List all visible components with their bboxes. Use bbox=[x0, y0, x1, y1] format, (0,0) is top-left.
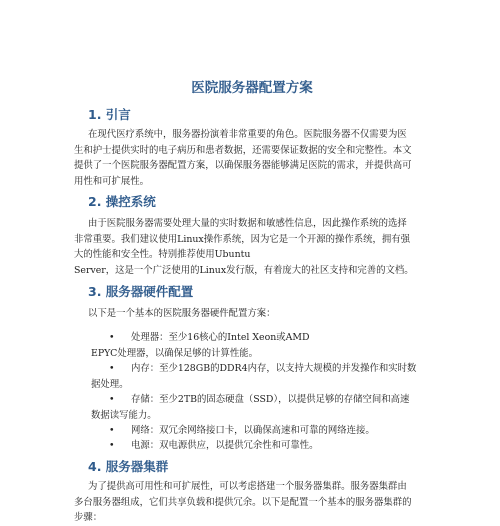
paragraph-line: 生和护士提供实时的电子病历和患者数据，还需要保证数据的安全和完整性。本文 bbox=[74, 144, 412, 156]
paragraph-line: 大的性能和安全性。特别推荐使用Ubuntu bbox=[74, 249, 251, 260]
section-heading-operating-system: 2. 操控系统 bbox=[88, 194, 156, 209]
bullet-line: 电源：双电源供应，以提供冗余性和可靠性。 bbox=[131, 440, 319, 451]
bullet-line: 内存：至少128GB的DDR4内存，以支持大规模的并发操作和实时数 bbox=[131, 363, 417, 374]
bullet-line: 据处理。 bbox=[91, 378, 129, 390]
bullet-item-memory bbox=[74, 361, 430, 392]
section-paragraph-introduction bbox=[74, 127, 430, 189]
paragraph-line: 用性和可扩展性。 bbox=[74, 175, 150, 187]
paragraph-line: 以下是一个基本的医院服务器硬件配置方案： bbox=[88, 308, 276, 319]
paragraph-line: 在现代医疗系统中，服务器扮演着非常重要的角色。医院服务器不仅需要为医 bbox=[88, 129, 407, 140]
section-intro-hardware bbox=[74, 306, 430, 322]
bullet-item-processor bbox=[74, 330, 430, 361]
paragraph-line: Server，这是一个广泛使用的Linux发行版，有着庞大的社区支持和完善的文档。 bbox=[74, 264, 414, 276]
bullet-line: 处理器：至少16核心的Intel Xeon或AMD bbox=[131, 332, 310, 343]
section-heading-cluster: 4. 服务器集群 bbox=[88, 459, 169, 474]
paragraph-line: 多台服务器组成，它们共享负载和提供冗余。以下是配置一个基本的服务器集群的 bbox=[74, 496, 412, 508]
bullet-line: 网络：双冗余网络接口卡，以确保高速和可靠的网络连接。 bbox=[131, 425, 375, 436]
bullet-line: 存储：至少2TB的固态硬盘（SSD），以提供足够的存储空间和高速 bbox=[131, 394, 410, 405]
bullet-glyph: • bbox=[109, 332, 115, 343]
bullet-glyph: • bbox=[109, 363, 115, 374]
bullet-item-power bbox=[74, 438, 430, 454]
bullet-glyph: • bbox=[109, 425, 115, 436]
paragraph-line: 步骤： bbox=[74, 512, 103, 523]
document-title: 医院服务器配置方案 bbox=[191, 80, 313, 96]
section-paragraph-cluster bbox=[74, 479, 430, 526]
section-paragraph-operating-system bbox=[74, 216, 430, 278]
section-heading-hardware: 3. 服务器硬件配置 bbox=[88, 284, 194, 299]
paragraph-line: 非常重要。我们建议使用Linux操作系统，因为它是一个开源的操作系统，拥有强 bbox=[74, 233, 410, 245]
paragraph-line: 为了提供高可用性和可扩展性，可以考虑搭建一个服务器集群。服务器集群由 bbox=[88, 481, 407, 492]
bullet-line: 数据读写能力。 bbox=[91, 409, 157, 421]
bullet-glyph: • bbox=[109, 440, 115, 451]
paragraph-line: 提供了一个医院服务器配置方案，以确保服务器能够满足医院的需求，并提供高可 bbox=[74, 160, 412, 171]
section-heading-introduction: 1. 引言 bbox=[88, 107, 131, 122]
bullet-line: EPYC处理器，以确保足够的计算性能。 bbox=[91, 347, 258, 359]
bullet-item-network bbox=[74, 423, 430, 439]
bullet-item-storage bbox=[74, 392, 430, 423]
paragraph-line: 由于医院服务器需要处理大量的实时数据和敏感性信息，因此操作系统的选择 bbox=[88, 218, 407, 229]
bullet-glyph: • bbox=[109, 394, 115, 405]
